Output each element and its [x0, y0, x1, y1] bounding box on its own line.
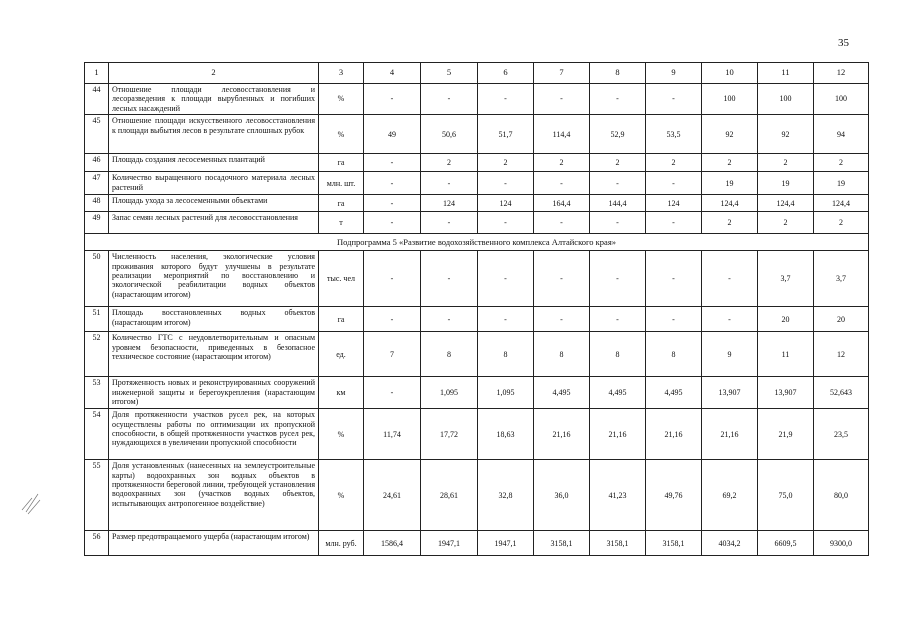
unit-cell: га	[319, 307, 364, 332]
table-row	[85, 409, 869, 460]
value-cell: -	[646, 84, 702, 115]
column-header: 7	[534, 63, 590, 84]
indicator-name: Площадь ухода за лесосеменными объектами	[109, 195, 319, 212]
value-cell: -	[590, 307, 646, 332]
indicator-name: Запас семян лесных растений для лесовосстановления	[109, 212, 319, 234]
indicator-name: Доля установленных (нанесенных на землеустроительные карты) водоохранных зон водных объектов в протяженности береговой линии, требующей установления водоохранных зон (участков водных объектов, испытывающих антропогенное воздействие)	[109, 460, 319, 531]
value-cell: -	[421, 172, 478, 195]
handwritten-mark	[18, 488, 44, 516]
indicator-name: Размер предотвращаемого ущерба (нарастающим итогом)	[109, 531, 319, 556]
indicator-name: Численность населения, экологические условия проживания которого будут улучшены в результате реализации мероприятий по восстановлению и экологической реабилитации водных объектов (нарастающим итогом)	[109, 251, 319, 307]
table-row	[85, 212, 869, 234]
value-cell: 1,095	[478, 377, 534, 409]
value-cell: 4,495	[590, 377, 646, 409]
value-cell: 21,16	[646, 409, 702, 460]
value-cell: 32,8	[478, 460, 534, 531]
indicator-name: Площадь восстановленных водных объектов (нарастающим итогом)	[109, 307, 319, 332]
value-cell: 144,4	[590, 195, 646, 212]
table-row	[85, 115, 869, 154]
column-header: 3	[319, 63, 364, 84]
value-cell: 3158,1	[534, 531, 590, 556]
value-cell: 164,4	[534, 195, 590, 212]
value-cell: -	[646, 307, 702, 332]
row-number: 52	[85, 332, 109, 377]
unit-cell: %	[319, 460, 364, 531]
indicator-name: Площадь создания лесосеменных плантаций	[109, 154, 319, 172]
value-cell: 2	[478, 154, 534, 172]
value-cell: -	[364, 172, 421, 195]
value-cell: -	[534, 172, 590, 195]
value-cell: 124	[421, 195, 478, 212]
value-cell: 23,5	[814, 409, 869, 460]
value-cell: 2	[534, 154, 590, 172]
value-cell: 28,61	[421, 460, 478, 531]
value-cell: 3158,1	[646, 531, 702, 556]
value-cell: 92	[758, 115, 814, 154]
value-cell: -	[590, 172, 646, 195]
column-header: 10	[702, 63, 758, 84]
value-cell: 19	[758, 172, 814, 195]
value-cell: -	[702, 251, 758, 307]
row-number: 44	[85, 84, 109, 115]
value-cell: -	[421, 84, 478, 115]
value-cell: -	[646, 251, 702, 307]
table-row	[85, 84, 869, 115]
value-cell: 2	[758, 212, 814, 234]
value-cell: -	[478, 307, 534, 332]
value-cell: 124	[478, 195, 534, 212]
value-cell: 41,23	[590, 460, 646, 531]
row-number: 46	[85, 154, 109, 172]
value-cell: 2	[702, 154, 758, 172]
table-header-row	[85, 63, 869, 84]
value-cell: -	[364, 195, 421, 212]
value-cell: -	[364, 212, 421, 234]
value-cell: -	[478, 84, 534, 115]
value-cell: 3,7	[758, 251, 814, 307]
value-cell: -	[590, 251, 646, 307]
value-cell: -	[646, 212, 702, 234]
value-cell: -	[421, 212, 478, 234]
indicator-name: Количество ГТС с неудовлетворительным и опасным уровнем безопасности, приведенных в безопасное техническое состояние (нарастающим итогом)	[109, 332, 319, 377]
value-cell: -	[534, 212, 590, 234]
value-cell: 52,9	[590, 115, 646, 154]
table-row	[85, 531, 869, 556]
value-cell: -	[534, 251, 590, 307]
page-number: 35	[838, 37, 849, 49]
table-row	[85, 377, 869, 409]
value-cell: 21,9	[758, 409, 814, 460]
value-cell: 100	[758, 84, 814, 115]
column-header: 4	[364, 63, 421, 84]
value-cell: 4,495	[534, 377, 590, 409]
value-cell: 8	[421, 332, 478, 377]
value-cell: -	[364, 251, 421, 307]
value-cell: 19	[814, 172, 869, 195]
subprogram-row	[85, 234, 869, 251]
value-cell: -	[364, 377, 421, 409]
column-header: 6	[478, 63, 534, 84]
value-cell: 4034,2	[702, 531, 758, 556]
value-cell: -	[646, 172, 702, 195]
value-cell: 9	[702, 332, 758, 377]
row-number: 54	[85, 409, 109, 460]
indicator-name: Отношение площади лесовосстановления и лесоразведения к площади вырубленных и погибших лесных насаждений	[109, 84, 319, 115]
value-cell: -	[534, 307, 590, 332]
value-cell: 92	[702, 115, 758, 154]
column-header: 12	[814, 63, 869, 84]
unit-cell: млн. шт.	[319, 172, 364, 195]
value-cell: 19	[702, 172, 758, 195]
value-cell: 50,6	[421, 115, 478, 154]
indicator-name: Количество выращенного посадочного материала лесных растений	[109, 172, 319, 195]
value-cell: -	[534, 84, 590, 115]
value-cell: 49	[364, 115, 421, 154]
value-cell: 94	[814, 115, 869, 154]
table-row	[85, 460, 869, 531]
value-cell: -	[478, 172, 534, 195]
value-cell: 52,643	[814, 377, 869, 409]
unit-cell: км	[319, 377, 364, 409]
value-cell: 114,4	[534, 115, 590, 154]
value-cell: 6609,5	[758, 531, 814, 556]
column-header: 2	[109, 63, 319, 84]
value-cell: -	[421, 307, 478, 332]
value-cell: 20	[758, 307, 814, 332]
indicator-name: Протяженность новых и реконструированных сооружений инженерной защиты и берегоукрепления (нарастающим итогом)	[109, 377, 319, 409]
value-cell: 9300,0	[814, 531, 869, 556]
table-row	[85, 332, 869, 377]
value-cell: 12	[814, 332, 869, 377]
column-header: 1	[85, 63, 109, 84]
value-cell: 53,5	[646, 115, 702, 154]
value-cell: 18,63	[478, 409, 534, 460]
value-cell: 11	[758, 332, 814, 377]
value-cell: 2	[646, 154, 702, 172]
row-number: 51	[85, 307, 109, 332]
value-cell: -	[364, 84, 421, 115]
value-cell: -	[421, 251, 478, 307]
unit-cell: тыс. чел	[319, 251, 364, 307]
value-cell: 124,4	[814, 195, 869, 212]
table-row	[85, 172, 869, 195]
unit-cell: га	[319, 195, 364, 212]
indicator-name: Отношение площади искусственного лесовосстановления к площади выбытия лесов в результате сплошных рубок	[109, 115, 319, 154]
value-cell: 13,907	[758, 377, 814, 409]
value-cell: 21,16	[534, 409, 590, 460]
unit-cell: млн. руб.	[319, 531, 364, 556]
value-cell: 80,0	[814, 460, 869, 531]
indicators-table	[84, 62, 869, 556]
unit-cell: %	[319, 84, 364, 115]
value-cell: 100	[814, 84, 869, 115]
table-row	[85, 154, 869, 172]
row-number: 45	[85, 115, 109, 154]
value-cell: 2	[421, 154, 478, 172]
value-cell: 11,74	[364, 409, 421, 460]
subprogram-title: Подпрограмма 5 «Развитие водохозяйственного комплекса Алтайского края»	[85, 234, 869, 251]
value-cell: -	[364, 154, 421, 172]
column-header: 8	[590, 63, 646, 84]
column-header: 11	[758, 63, 814, 84]
value-cell: 8	[534, 332, 590, 377]
value-cell: -	[478, 212, 534, 234]
value-cell: -	[478, 251, 534, 307]
row-number: 53	[85, 377, 109, 409]
column-header: 5	[421, 63, 478, 84]
unit-cell: т	[319, 212, 364, 234]
table-row	[85, 307, 869, 332]
value-cell: 51,7	[478, 115, 534, 154]
value-cell: 8	[590, 332, 646, 377]
value-cell: 75,0	[758, 460, 814, 531]
value-cell: 69,2	[702, 460, 758, 531]
value-cell: -	[702, 307, 758, 332]
value-cell: 7	[364, 332, 421, 377]
value-cell: 20	[814, 307, 869, 332]
row-number: 55	[85, 460, 109, 531]
indicator-name: Доля протяженности участков русел рек, на которых осуществлены работы по оптимизации их пропускной способности, в общей протяженности участков русел рек, нуждающихся в увеличении пропускной способности	[109, 409, 319, 460]
unit-cell: га	[319, 154, 364, 172]
value-cell: 4,495	[646, 377, 702, 409]
value-cell: 124,4	[702, 195, 758, 212]
value-cell: 1947,1	[421, 531, 478, 556]
value-cell: 2	[814, 212, 869, 234]
value-cell: 1,095	[421, 377, 478, 409]
value-cell: 49,76	[646, 460, 702, 531]
value-cell: 2	[814, 154, 869, 172]
value-cell: 8	[646, 332, 702, 377]
column-header: 9	[646, 63, 702, 84]
value-cell: 124,4	[758, 195, 814, 212]
row-number: 50	[85, 251, 109, 307]
value-cell: -	[590, 212, 646, 234]
value-cell: 1586,4	[364, 531, 421, 556]
value-cell: 21,16	[702, 409, 758, 460]
value-cell: 8	[478, 332, 534, 377]
unit-cell: %	[319, 409, 364, 460]
value-cell: 1947,1	[478, 531, 534, 556]
value-cell: 2	[702, 212, 758, 234]
row-number: 47	[85, 172, 109, 195]
value-cell: -	[590, 84, 646, 115]
value-cell: 36,0	[534, 460, 590, 531]
unit-cell: %	[319, 115, 364, 154]
value-cell: 100	[702, 84, 758, 115]
value-cell: 3158,1	[590, 531, 646, 556]
value-cell: 124	[646, 195, 702, 212]
value-cell: 21,16	[590, 409, 646, 460]
table-row	[85, 195, 869, 212]
row-number: 56	[85, 531, 109, 556]
value-cell: 24,61	[364, 460, 421, 531]
row-number: 48	[85, 195, 109, 212]
table-row	[85, 251, 869, 307]
value-cell: -	[364, 307, 421, 332]
value-cell: 17,72	[421, 409, 478, 460]
unit-cell: ед.	[319, 332, 364, 377]
value-cell: 2	[758, 154, 814, 172]
value-cell: 13,907	[702, 377, 758, 409]
value-cell: 2	[590, 154, 646, 172]
row-number: 49	[85, 212, 109, 234]
value-cell: 3,7	[814, 251, 869, 307]
